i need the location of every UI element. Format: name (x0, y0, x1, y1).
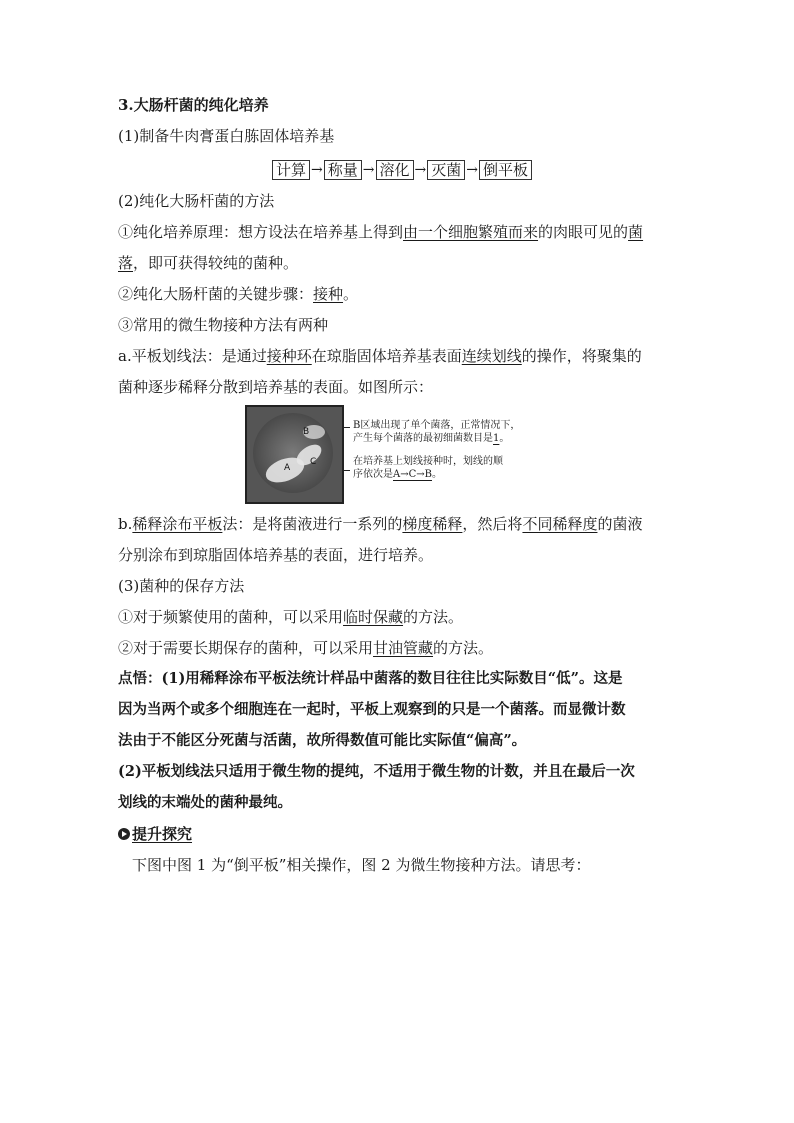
paragraph-streak-method (118, 346, 642, 366)
flow-arrow-icon: → (311, 162, 323, 178)
text-segment: 的菌液 (597, 515, 643, 533)
section-heading (118, 95, 269, 115)
text-segment: 的方法。 (433, 639, 494, 657)
annotation-line: 在培养基上划线接种时，划线的顺 (353, 456, 503, 467)
answer-blank: 由一个细胞繁殖而来 (403, 223, 539, 241)
section-title-text: 提升探究 (132, 825, 193, 843)
flow-step-3: 溶化 (376, 160, 414, 180)
paragraph-storage-title: (3)菌种的保存方法 (118, 577, 245, 595)
text-segment: 的方法。 (403, 608, 464, 626)
flow-arrow-icon: → (466, 162, 478, 178)
flow-step-5: 倒平板 (479, 160, 532, 180)
text-segment: b. (118, 515, 133, 533)
tip-line-3: 法由于不能区分死菌与活菌，故所得数值可能比实际值“偏高”。 (118, 732, 527, 749)
answer-blank: 连续划线 (461, 347, 522, 365)
text-segment: ，然后将 (462, 515, 523, 533)
text-segment: 产生每个菌落的最初细菌数目是 (353, 433, 493, 444)
annotation-line: B区域出现了单个菌落，正常情况下， (353, 420, 521, 431)
region-label-c: C (310, 457, 317, 467)
paragraph-medium: (1)制备牛肉膏蛋白胨固体培养基 (118, 127, 335, 145)
tip-line-2: 因为当两个或多个细胞连在一起时，平板上观察到的只是一个菌落。而显微计数 (118, 701, 626, 718)
text-segment: 。 (343, 285, 359, 303)
text-segment: 在琼脂固体培养基表面 (311, 347, 462, 365)
streak-plate-figure (245, 405, 565, 505)
paragraph-question-intro: 下图中图 1 为“倒平板”相关操作，图 2 为微生物接种方法。请思考： (132, 856, 591, 874)
answer-blank: 不同稀释度 (522, 515, 598, 533)
flow-arrow-icon: → (362, 162, 375, 178)
answer-blank: 甘油管藏 (373, 639, 434, 657)
paragraph-principle (118, 222, 643, 242)
text-segment: 。 (431, 469, 442, 480)
region-label-b: B (303, 427, 310, 437)
annotation-1 (353, 419, 520, 445)
paragraph-key-step (118, 284, 358, 304)
text-segment: a.平板划线法：是通过 (118, 347, 267, 365)
paragraph-spread-method-cont: 分别涂布到琼脂固体培养基的表面，进行培养。 (118, 546, 434, 564)
text-segment: 的操作，将聚集的 (521, 347, 642, 365)
text-segment: 序依次是 (353, 469, 393, 480)
answer-blank: 落 (118, 254, 134, 272)
region-label-a: A (284, 463, 291, 473)
flow-step-1: 计算 (272, 160, 310, 180)
text-segment: 法：是将菌液进行一系列的 (222, 515, 403, 533)
paragraph-spread-method (118, 514, 642, 534)
flow-step-4: 灭菌 (427, 160, 465, 180)
petri-dish-photo (245, 405, 344, 504)
paragraph-long-storage (118, 638, 493, 658)
play-icon (118, 828, 130, 840)
answer-blank: 1 (493, 433, 500, 444)
section-title-explore (118, 824, 192, 844)
paragraph-method-title: (2)纯化大肠杆菌的方法 (118, 192, 275, 210)
tip-line-4: (2)平板划线法只适用于微生物的提纯，不适用于微生物的计数，并且在最后一次 (118, 763, 635, 780)
text-segment: 的肉眼可见的 (538, 223, 629, 241)
tip-line-1: 点悟：(1)用稀释涂布平板法统计样品中菌落的数目往往比实际数目“低”。这是 (118, 670, 623, 687)
answer-blank: 梯度稀释 (402, 515, 463, 533)
text-segment: ，即可获得较纯的菌种。 (133, 254, 299, 272)
paragraph-principle-cont (118, 253, 298, 273)
annotation-line (353, 432, 520, 445)
annotation-line (353, 468, 503, 481)
text-segment: ①纯化培养原理：想方设法在培养基上得到 (118, 223, 404, 241)
answer-blank: 接种环 (266, 347, 312, 365)
answer-blank: 临时保藏 (343, 608, 404, 626)
text-segment: ②纯化大肠杆菌的关键步骤： (118, 285, 314, 303)
text-segment: ②对于需要长期保存的菌种，可以采用 (118, 639, 374, 657)
heading-title: 大肠杆菌的纯化培养 (133, 96, 269, 114)
tip-line-5: 划线的末端处的菌种最纯。 (118, 794, 292, 811)
answer-blank: 菌 (628, 223, 644, 241)
paragraph-temp-storage (118, 607, 463, 627)
procedure-flow (272, 159, 532, 181)
text-segment: 。 (499, 433, 510, 444)
text-segment: ①对于频繁使用的菌种，可以采用 (118, 608, 344, 626)
flow-step-2: 称量 (324, 160, 362, 180)
answer-blank: 接种 (313, 285, 344, 303)
paragraph-methods: ③常用的微生物接种方法有两种 (118, 316, 329, 334)
answer-blank: 稀释涂布平板 (132, 515, 223, 533)
paragraph-streak-method-cont: 菌种逐步稀释分散到培养基的表面。如图所示： (118, 378, 434, 396)
flow-arrow-icon: → (414, 162, 427, 178)
annotation-2 (353, 455, 503, 481)
answer-blank: A→C→B (393, 469, 432, 480)
heading-number: 3. (118, 96, 134, 114)
annotation-bracket (343, 427, 350, 471)
